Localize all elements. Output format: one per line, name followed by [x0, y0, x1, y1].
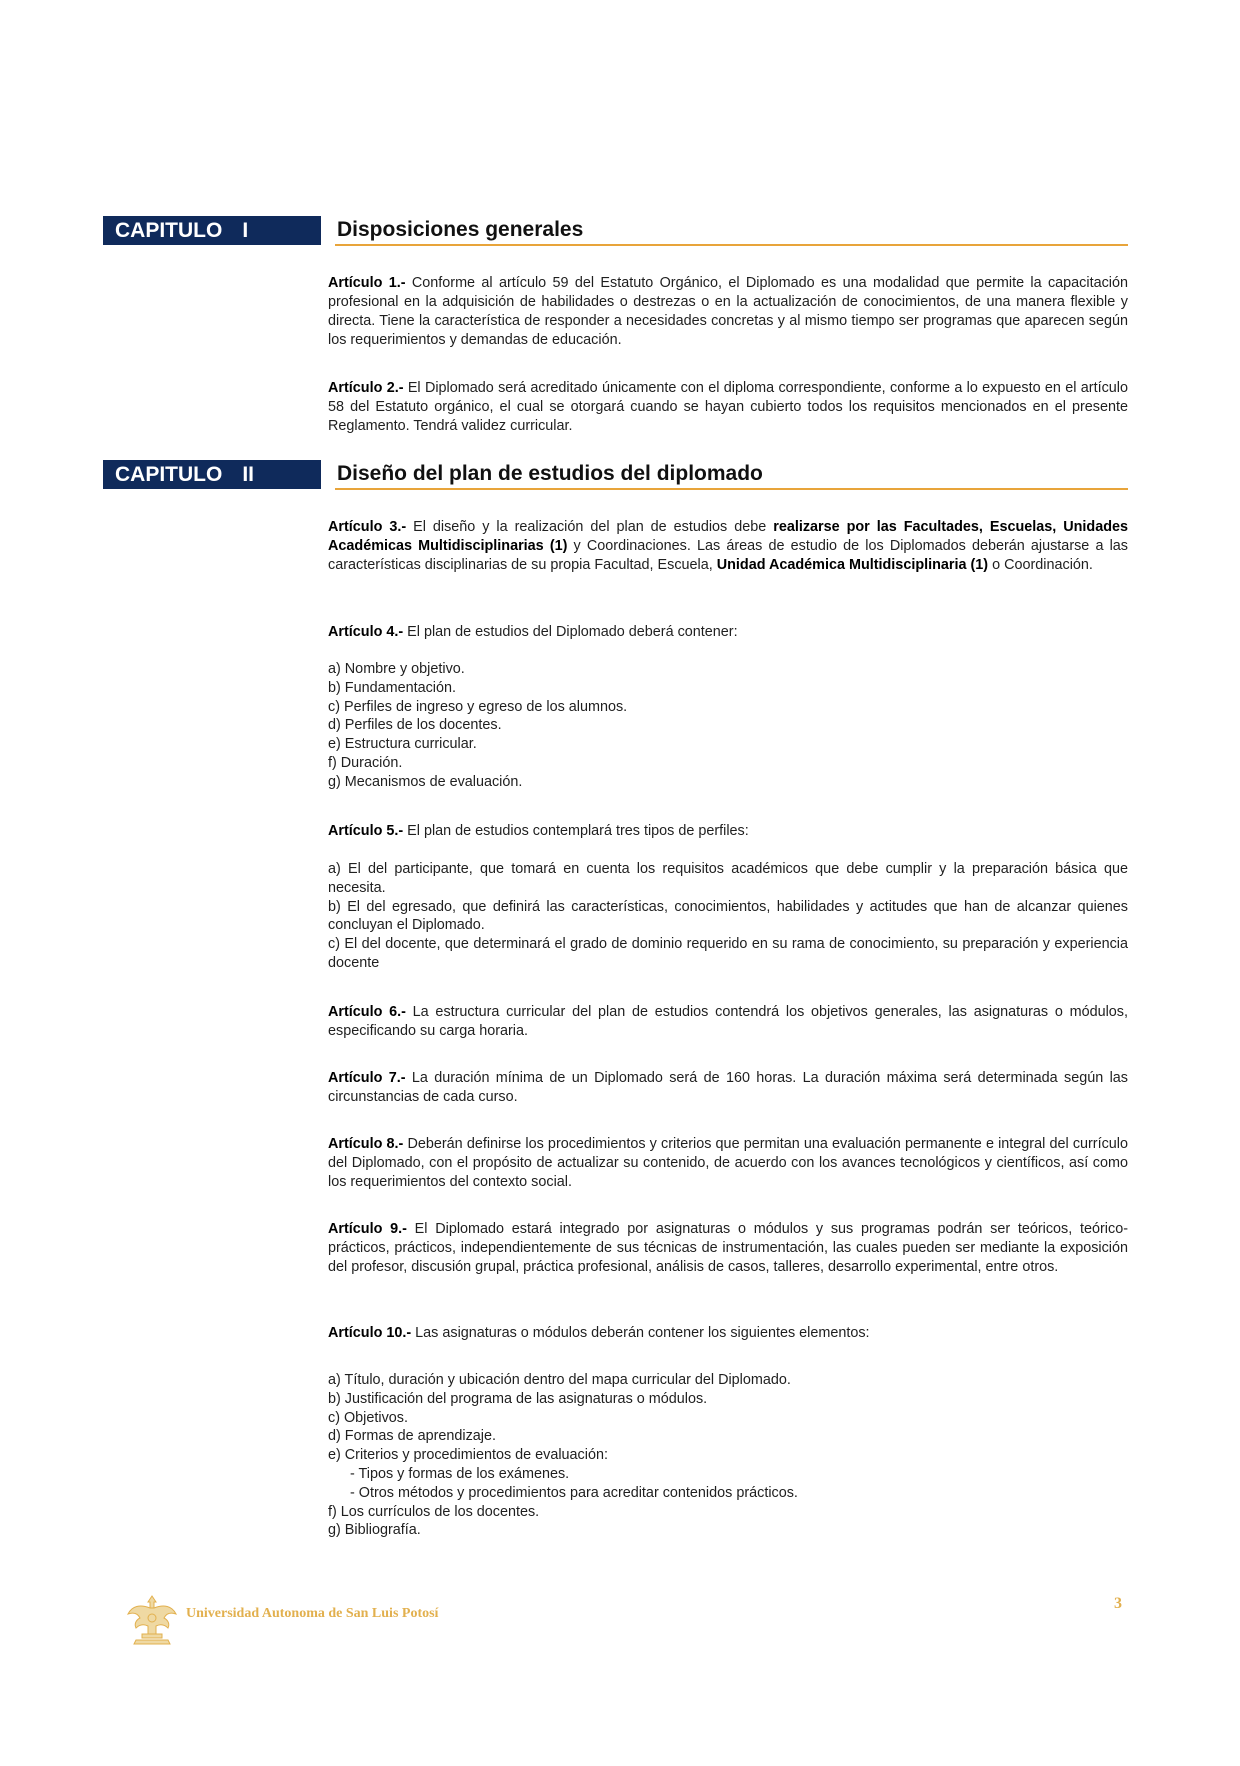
list-subitem: - Tipos y formas de los exámenes. — [350, 1465, 570, 1482]
article-7 — [328, 1069, 1128, 1107]
list-item: a) Título, duración y ubicación dentro del mapa curricular del Diplomado. — [328, 1372, 791, 1388]
article-4-text: El plan de estudios del Diplomado deberá contener: — [403, 624, 738, 640]
list-item: g) Mecanismos de evaluación. — [328, 773, 523, 790]
list-item: c) Perfiles de ingreso y egreso de los alumnos. — [328, 698, 628, 715]
list-subitem: - Otros métodos y procedimientos para acreditar contenidos prácticos. — [350, 1484, 798, 1501]
article-3-text-1: El diseño y la realización del plan de estudios debe — [406, 519, 774, 535]
chapter-1-label: CAPITULO — [115, 219, 223, 242]
article-6-heading: Artículo 6.- — [328, 1004, 406, 1020]
article-1 — [328, 274, 1128, 350]
chapter-1-label-box — [103, 216, 321, 245]
list-item: f) Duración. — [328, 754, 403, 771]
chapter-2-label-box — [103, 460, 321, 489]
list-item: g) Bibliografía. — [328, 1522, 421, 1539]
list-item: e) Criterios y procedimientos de evaluación: — [328, 1447, 608, 1464]
chapter-1-title: Disposiciones generales — [335, 216, 1128, 246]
article-1-text: Conforme al artículo 59 del Estatuto Orgánico, el Diplomado es una modalidad que permite la capacitación profesional en la adquisición de habilidades o destrezas o en la actualización de conocimientos, de una manera flexible y directa. Tiene la característica de responder a necesidades concretas y al mismo tiempo ser programas que aparecen según los requerimientos y demandas de educación. — [328, 275, 1128, 348]
list-item: f) Los currículos de los docentes. — [328, 1503, 540, 1520]
article-8-heading: Artículo 8.- — [328, 1136, 404, 1152]
article-2-heading: Artículo 2.- — [328, 380, 404, 396]
article-9-heading: Artículo 9.- — [328, 1221, 407, 1237]
chapter-2-title: Diseño del plan de estudios del diplomado — [335, 460, 1128, 490]
chapter-2-numeral: II — [242, 463, 254, 486]
article-6 — [328, 1003, 1128, 1041]
article-5-heading: Artículo 5.- — [328, 823, 404, 839]
university-name: Universidad Autonoma de San Luis Potosí — [186, 1606, 439, 1621]
article-9 — [328, 1220, 1128, 1277]
list-item: d) Perfiles de los docentes. — [328, 717, 502, 734]
article-6-text: La estructura curricular del plan de estudios contendrá los objetivos generales, las asignaturas o módulos, especificando su carga horaria. — [328, 1004, 1128, 1039]
list-item: a) Nombre y objetivo. — [328, 661, 465, 677]
article-10-heading: Artículo 10.- — [328, 1325, 412, 1341]
article-5-text: El plan de estudios contemplará tres tipos de perfiles: — [403, 823, 749, 839]
page-number: 3 — [1114, 1595, 1122, 1612]
list-item: c) Objetivos. — [328, 1409, 408, 1426]
article-7-text: La duración mínima de un Diplomado será de 160 horas. La duración máxima será determinada según las circunstancias de cada curso. — [328, 1070, 1128, 1105]
chapter-1-header — [103, 216, 1128, 248]
list-item: d) Formas de aprendizaje. — [328, 1428, 496, 1445]
article-10 — [328, 1324, 1128, 1343]
article-3-bold-1: realizarse por las Facultades, Escuelas, Unidades Académicas Multidisciplinarias (1) — [328, 519, 1129, 554]
article-3-heading: Artículo 3.- — [328, 519, 407, 535]
article-1-heading: Artículo 1.- — [328, 275, 406, 291]
article-8 — [328, 1135, 1128, 1192]
article-10-list — [328, 1371, 1128, 1540]
article-9-text: El Diplomado estará integrado por asignaturas o módulos y sus programas podrán ser teóricos, teórico-prácticos, prácticos, independientemente de sus técnicas de instrumentación, las cuales pueden ser mediante la exposición del profesor, discusión grupal, práctica profesional, análisis de casos, talleres, desarrollo experimental, entre otros. — [328, 1221, 1128, 1275]
chapter-2-label: CAPITULO — [115, 463, 223, 486]
list-item: b) Justificación del programa de las asignaturas o módulos. — [328, 1390, 708, 1407]
list-item: c) El del docente, que determinará el grado de dominio requerido en su rama de conocimiento, su preparación y experiencia docente — [328, 936, 1128, 971]
university-eagle-logo — [126, 1590, 178, 1646]
article-4-list — [328, 660, 1128, 792]
list-item: b) Fundamentación. — [328, 679, 456, 696]
chapter-2-header — [103, 460, 1128, 492]
article-3-bold-2: Unidad Académica Multidisciplinaria (1) — [716, 557, 989, 573]
article-3-text-3: o Coordinación. — [988, 557, 1093, 573]
article-3 — [328, 518, 1128, 575]
article-3-text-2: y Coordinaciones. Las áreas de estudio de los Diplomados deberán ajustarse a las características disciplinarias de su propia Facultad, Escuela, — [328, 538, 1128, 573]
article-5 — [328, 822, 1128, 841]
list-item: e) Estructura curricular. — [328, 736, 477, 753]
article-5-list — [328, 860, 1128, 973]
list-item: a) El del participante, que tomará en cuenta los requisitos académicos que debe cumplir y la preparación básica que necesita. — [328, 861, 1128, 896]
article-7-heading: Artículo 7.- — [328, 1070, 406, 1086]
article-4 — [328, 623, 1128, 642]
article-2-text: El Diplomado será acreditado únicamente con el diploma correspondiente, conforme a lo expuesto en el artículo 58 del Estatuto orgánico, el cual se otorgará cuando se hayan cubierto todos los requisitos mencionados en el presente Reglamento. Tendrá validez curricular. — [328, 380, 1128, 434]
article-4-heading: Artículo 4.- — [328, 624, 404, 640]
article-8-text: Deberán definirse los procedimientos y criterios que permitan una evaluación permanente e integral del currículo del Diplomado, con el propósito de actualizar su contenido, de acuerdo con los avances tecnológicos y científicos, así como los requerimientos del contexto social. — [328, 1136, 1128, 1190]
chapter-1-numeral: I — [242, 219, 249, 242]
article-2 — [328, 379, 1128, 436]
list-item: b) El del egresado, que definirá las características, conocimientos, habilidades y actitudes que han de alcanzar quienes concluyan el Diplomado. — [328, 898, 1128, 934]
article-10-text: Las asignaturas o módulos deberán contener los siguientes elementos: — [411, 1325, 870, 1341]
